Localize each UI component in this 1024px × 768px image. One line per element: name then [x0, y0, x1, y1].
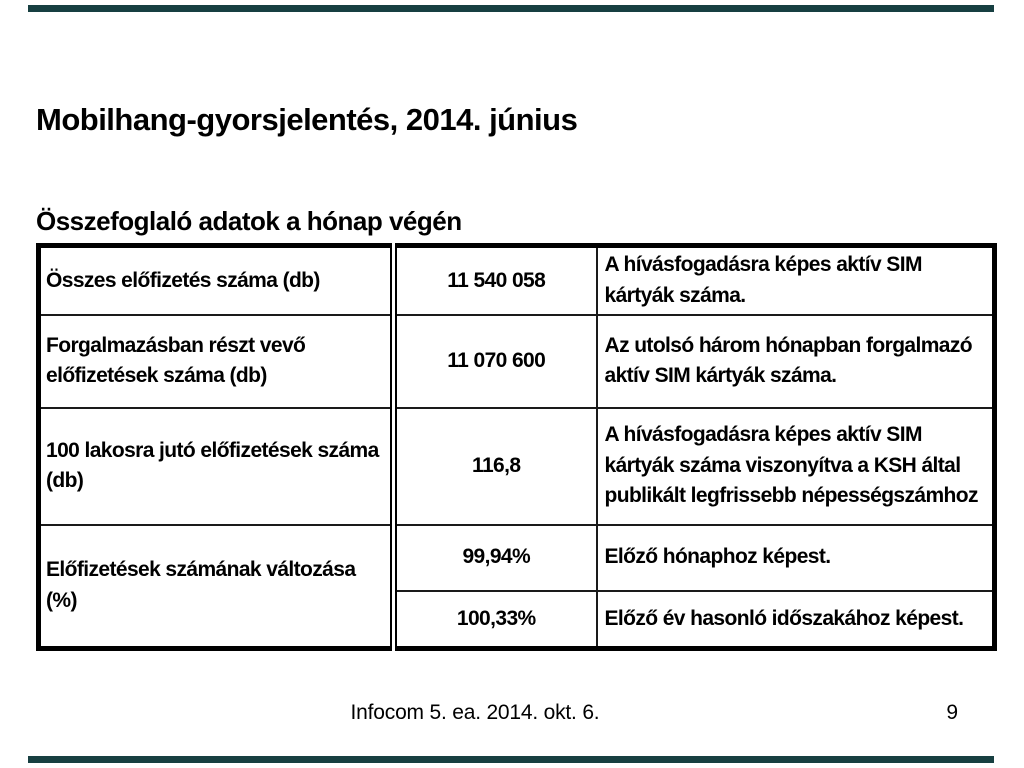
- row-value: 99,94%: [394, 525, 597, 591]
- row-description: A hívásfogadásra képes aktív SIM kártyák száma viszonyítva a KSH által publikált legfrissebb népességszámhoz: [597, 408, 995, 525]
- row-label: Forgalmazásban részt vevő előfizetések száma (db): [39, 315, 394, 408]
- page-number: 9: [946, 701, 958, 724]
- row-description: Előző hónaphoz képest.: [597, 525, 995, 591]
- row-value: 11 540 058: [394, 246, 597, 315]
- table-row-change-month: [39, 525, 995, 591]
- top-accent-bar: [28, 5, 994, 12]
- summary-table: [36, 243, 997, 651]
- row-value: 100,33%: [394, 591, 597, 649]
- table-row-total-subscriptions: [39, 246, 995, 315]
- table-row-active-subscriptions: [39, 315, 995, 408]
- row-description: Az utolsó három hónapban forgalmazó aktív SIM kártyák száma.: [597, 315, 995, 408]
- row-description: A hívásfogadásra képes aktív SIM kártyák száma.: [597, 246, 995, 315]
- row-description: Előző év hasonló időszakához képest.: [597, 591, 995, 649]
- table-row-per-100-inhabitants: [39, 408, 995, 525]
- footer-text: Infocom 5. ea. 2014. okt. 6.: [350, 701, 600, 724]
- row-value: 11 070 600: [394, 315, 597, 408]
- slide-title: Mobilhang-gyorsjelentés, 2014. június: [36, 102, 578, 137]
- row-label: 100 lakosra jutó előfizetések száma (db): [39, 408, 394, 525]
- table-heading: Összefoglaló adatok a hónap végén: [36, 206, 462, 236]
- row-label: Összes előfizetés száma (db): [39, 246, 394, 315]
- row-value: 116,8: [394, 408, 597, 525]
- bottom-accent-bar: [28, 756, 994, 763]
- row-label: Előfizetések számának változása (%): [39, 525, 394, 649]
